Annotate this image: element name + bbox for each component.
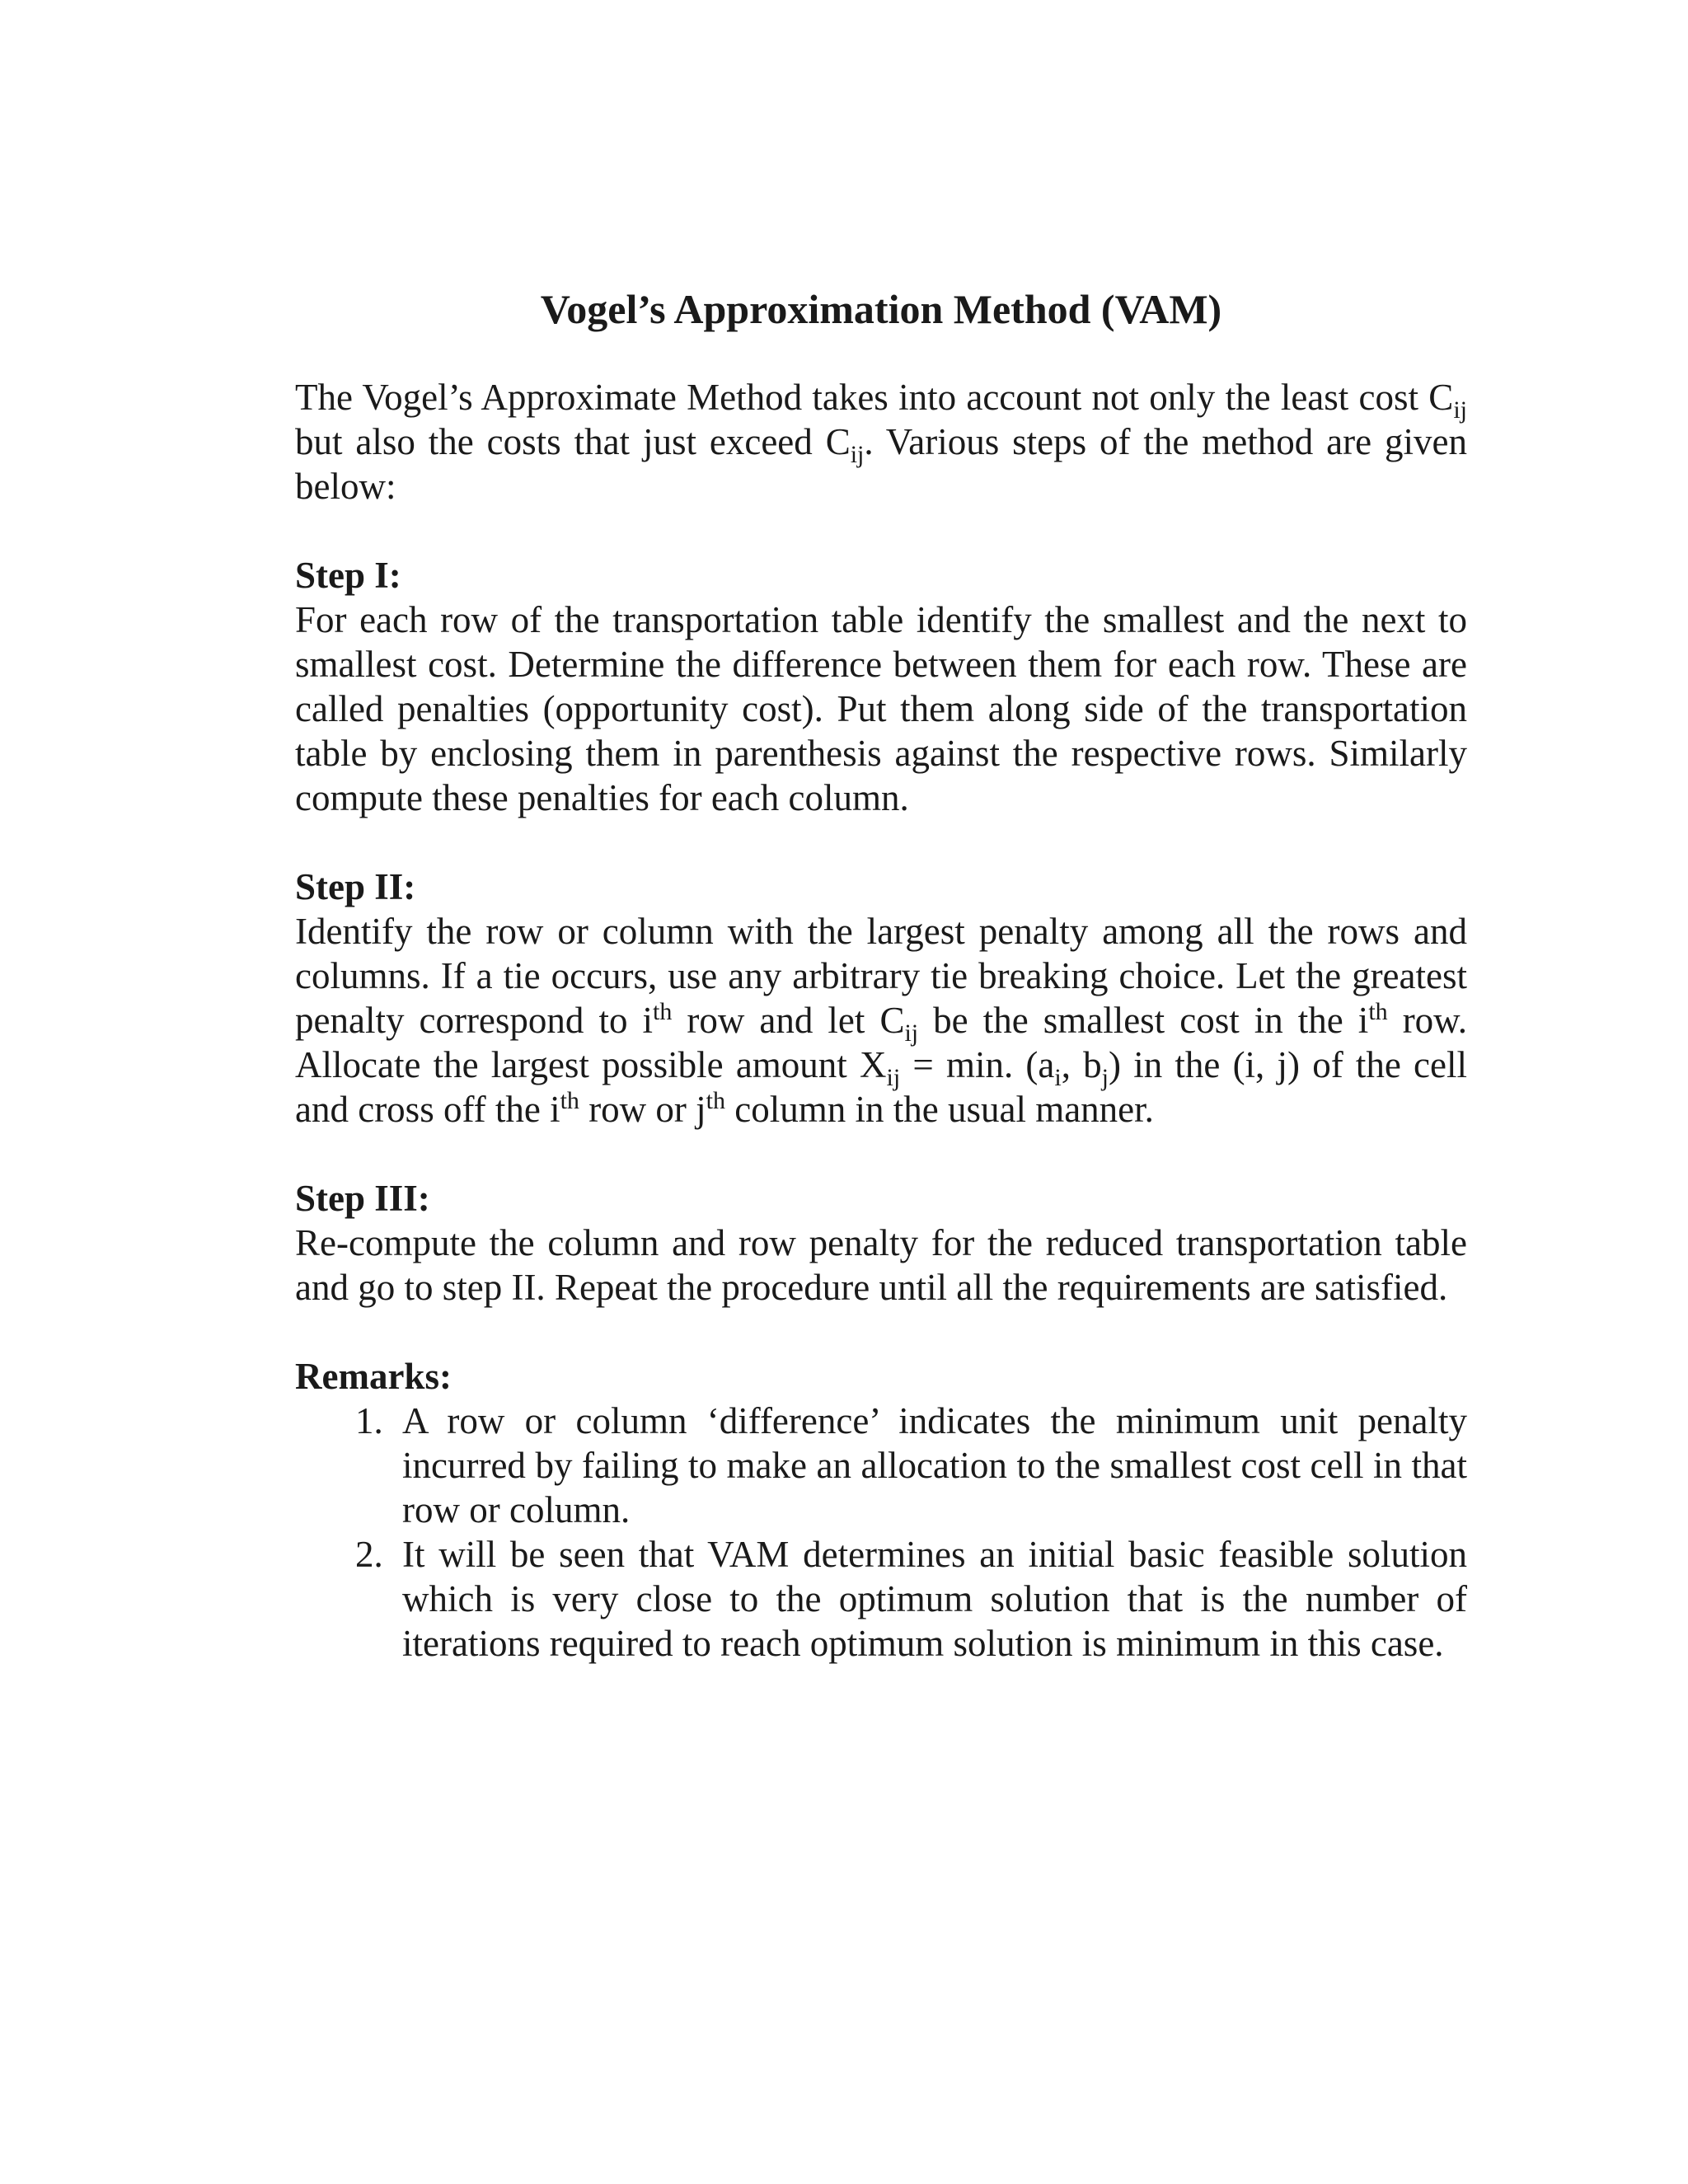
remarks-section bbox=[295, 1354, 1467, 1666]
step-2-text-2: row and let C bbox=[672, 1000, 905, 1041]
step-2-sup-3: th bbox=[560, 1087, 579, 1114]
step-2-text-6: , b bbox=[1061, 1044, 1102, 1085]
step-2-section bbox=[295, 865, 1467, 1132]
step-2-text-8: row or j bbox=[579, 1089, 706, 1130]
step-2-text-1: Identify the row or column with the largest penalty among all the rows and columns. If a tie occurs, use any arbitrary tie breaking choice. Let the greatest penalty correspond to i bbox=[295, 911, 1467, 1041]
step-3-heading: Step III: bbox=[295, 1178, 430, 1219]
document-page bbox=[295, 280, 1467, 1666]
step-2-text-5: = min. (a bbox=[900, 1044, 1055, 1085]
step-2-sub-2: ij bbox=[886, 1064, 901, 1091]
intro-subscript-1: ij bbox=[1453, 396, 1467, 424]
intro-paragraph bbox=[295, 375, 1467, 509]
step-2-heading: Step II: bbox=[295, 866, 416, 907]
step-3-section bbox=[295, 1176, 1467, 1310]
step-2-text-7: ) in the (i, j) of the cell and cross off the i bbox=[295, 1044, 1468, 1130]
remarks-heading: Remarks: bbox=[295, 1356, 452, 1397]
step-2-text-3: be the smallest cost in the i bbox=[918, 1000, 1369, 1041]
step-2-text bbox=[295, 909, 1467, 1132]
step-2-text-4: row. Allocate the largest possible amount X bbox=[295, 1000, 1468, 1085]
intro-text-3: . Various steps of the method are given below: bbox=[295, 421, 1467, 507]
step-1-section bbox=[295, 553, 1467, 820]
step-2-sup-1: th bbox=[653, 998, 673, 1025]
step-2-sup-4: th bbox=[706, 1087, 726, 1114]
step-2-sup-2: th bbox=[1368, 998, 1388, 1025]
remark-item-1: 1. A row or column ‘difference’ indicates the minimum unit penalty incurred by failing to make an allocation to the smallest cost cell in that row or column. bbox=[392, 1399, 1467, 1532]
intro-text-1: The Vogel’s Approximate Method takes into account not only the least cost C bbox=[295, 377, 1454, 418]
step-2-sub-3: i bbox=[1054, 1064, 1062, 1091]
intro-subscript-2: ij bbox=[850, 441, 865, 468]
document-title: Vogel’s Approximation Method (VAM) bbox=[540, 286, 1222, 332]
step-1-text: For each row of the transportation table identify the smallest and the next to smallest cost. Determine the difference between them for each row. These are called penalties (opportunity cost). Put them along side of the transportation table by enclosing them in parenthesis against the respective rows. Similarly compute these penalties for each column. bbox=[295, 599, 1467, 818]
step-1-heading: Step I: bbox=[295, 555, 401, 596]
step-2-text-9: column in the usual manner. bbox=[725, 1089, 1154, 1130]
step-2-sub-1: ij bbox=[904, 1019, 919, 1047]
remark-item-2: 2. It will be seen that VAM determines an initial basic feasible solution which is very close to the optimum solution that is the number of iterations required to reach optimum solution is minimum in this case. bbox=[392, 1532, 1467, 1666]
remarks-list bbox=[295, 1399, 1467, 1666]
step-2-sub-4: j bbox=[1101, 1064, 1109, 1091]
intro-text-2: but also the costs that just exceed C bbox=[295, 421, 851, 462]
step-3-text: Re-compute the column and row penalty for the reduced transportation table and go to step II. Repeat the procedure until all the requirements are satisfied. bbox=[295, 1222, 1467, 1308]
